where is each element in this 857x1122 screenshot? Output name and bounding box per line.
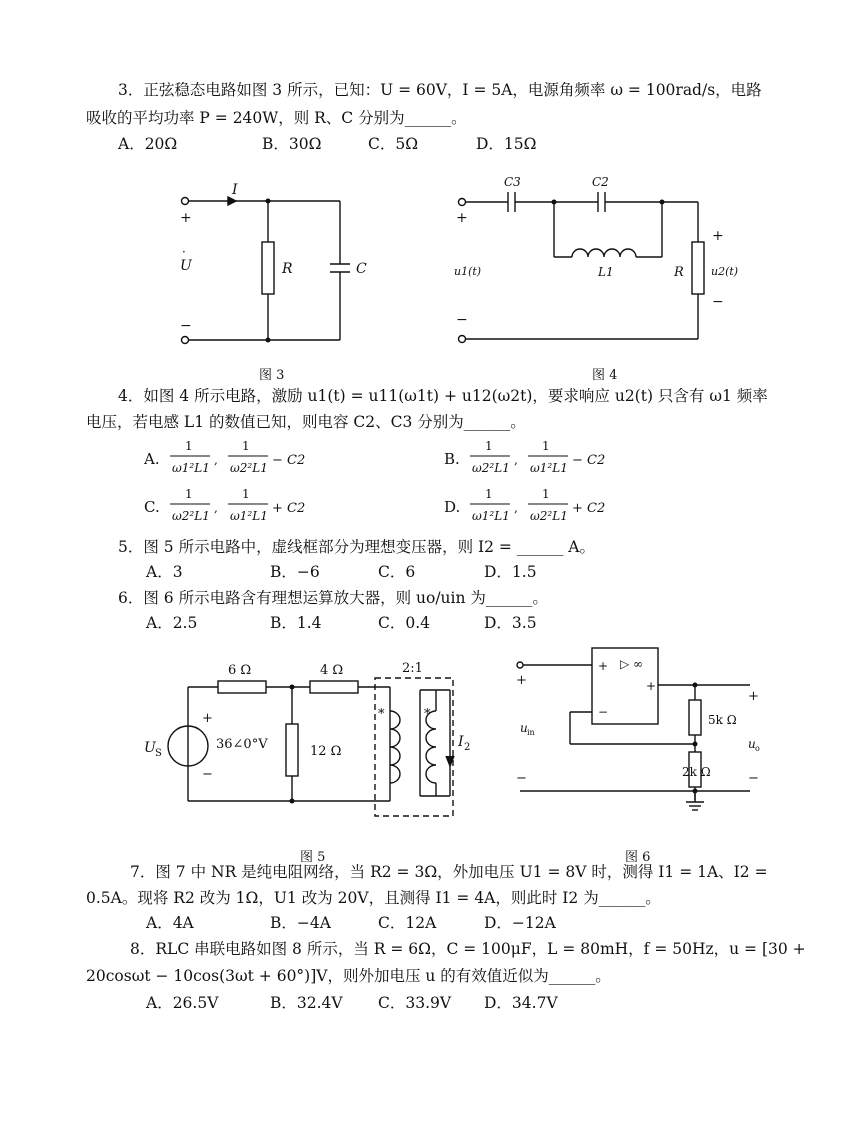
q4-options — [140, 436, 640, 536]
q4-a-tail: − C2 — [272, 453, 306, 468]
q4-c-den2: ω1²L1 — [230, 509, 268, 523]
q4-b-den1: ω2²L1 — [472, 461, 510, 475]
fig4-minus-left: − — [456, 312, 468, 328]
fig5-caption: 图 5 — [300, 850, 326, 865]
q7-line1: 7．图 7 中 NR 是纯电阻网络，当 R2 = 3Ω，外加电压 U1 = 8V 时，测得 I1 = 1A、I2 = — [130, 863, 768, 881]
fig3-plus-sign: + — [180, 210, 192, 226]
q4-c-num2: 1 — [242, 487, 250, 501]
q4-option-c-letter: C. — [144, 498, 160, 516]
fig6-uo-sub: o — [755, 744, 760, 753]
fig6-rf-label: 5k Ω — [708, 713, 737, 727]
fig4-u1-label: u1(t) — [454, 265, 482, 278]
fig3-caption: 图 3 — [259, 368, 285, 383]
svg-text:,: , — [214, 501, 218, 515]
fig6-opamp-plus: + — [598, 659, 609, 673]
svg-text:,: , — [514, 453, 518, 467]
q6-option-b: B．1.4 — [270, 614, 322, 632]
fig5-r1-label: 6 Ω — [228, 663, 252, 678]
q5-option-a: A．3 — [146, 563, 183, 581]
fig6-minus-right: − — [748, 771, 759, 786]
q7-option-c: C．12A — [378, 914, 437, 932]
fig4-c2-label: C2 — [592, 175, 609, 189]
fig5-star-2: * — [424, 707, 431, 722]
q4-line1: 4．如图 4 所示电路，激励 u1(t) = u11(ω1t) + u12(ω2t)，要求响应 u2(t) 只含有 ω1 频率 — [118, 387, 768, 405]
q4-b-num1: 1 — [485, 439, 493, 453]
q6-option-c: C．0.4 — [378, 614, 431, 632]
q4-a-num2: 1 — [242, 439, 250, 453]
q5-option-c: C．6 — [378, 563, 416, 581]
q5-line1: 5．图 5 所示电路中，虚线框部分为理想变压器，则 I2 = ______ A。 — [118, 538, 595, 556]
q3-option-c: C．5Ω — [368, 135, 419, 153]
fig3-minus-sign: − — [180, 318, 192, 334]
svg-text:,: , — [514, 501, 518, 515]
fig4-r-label: R — [674, 265, 684, 280]
svg-text:,: , — [214, 453, 218, 467]
fig3-source-label: U — [180, 258, 192, 274]
fig4-c3-label: C3 — [504, 175, 521, 189]
fig5-i2-label: I — [458, 734, 464, 750]
fig3-dot: · — [182, 245, 186, 259]
fig5-ratio-label: 2:1 — [402, 661, 423, 676]
fig5-us-sub: S — [155, 748, 162, 759]
q3-line1: 3．正弦稳态电路如图 3 所示，已知：U = 60V，I = 5A，电源角频率 ω = 100rad/s，电路 — [118, 81, 762, 99]
q8-option-b: B．32.4V — [270, 994, 343, 1012]
fig4-l1-label: L1 — [598, 265, 614, 279]
q4-a-den2: ω2²L1 — [230, 461, 268, 475]
fig5-us-label: U — [144, 740, 156, 756]
q6-option-d: D．3.5 — [484, 614, 537, 632]
fig3-current-label: I — [232, 182, 238, 198]
q6-option-a: A．2.5 — [146, 614, 198, 632]
q4-d-num2: 1 — [542, 487, 550, 501]
fig3-resistor-label: R — [282, 261, 293, 277]
q8-line1: 8．RLC 串联电路如图 8 所示，当 R = 6Ω，C = 100μF，L = 80mH，f = 50Hz，u = [30 + — [130, 940, 806, 958]
figure-6-circuit — [510, 640, 780, 820]
q4-c-den1: ω2²L1 — [172, 509, 210, 523]
q3-line2: 吸收的平均功率 P = 240W，则 R、C 分别为______。 — [86, 109, 467, 127]
q7-option-a: A．4A — [146, 914, 194, 932]
q4-a-num1: 1 — [185, 439, 193, 453]
figure-3-circuit — [170, 180, 370, 350]
fig6-opamp-minus: − — [598, 705, 609, 719]
fig4-u2-label: u2(t) — [711, 265, 739, 278]
fig3-capacitor-label: C — [356, 261, 367, 277]
fig6-caption: 图 6 — [625, 850, 651, 865]
q4-d-den2: ω2²L1 — [530, 509, 568, 523]
q4-b-num2: 1 — [542, 439, 550, 453]
fig5-minus-sign: − — [202, 767, 213, 782]
q8-line2: 20cosωt − 10cos(3ωt + 60°)]V，则外加电压 u 的有效值近似为______。 — [86, 967, 611, 985]
q3-option-a: A．20Ω — [118, 135, 178, 153]
q8-option-c: C．33.9V — [378, 994, 452, 1012]
fig6-plus-right: + — [748, 689, 759, 704]
q4-d-den1: ω1²L1 — [472, 509, 510, 523]
fig4-caption: 图 4 — [592, 368, 618, 383]
q4-d-num1: 1 — [485, 487, 493, 501]
figure-4-circuit — [450, 172, 750, 352]
fig6-minus-left: − — [516, 771, 527, 786]
fig5-source-label: 36∠0°V — [216, 737, 268, 752]
fig6-plus-left: + — [516, 673, 527, 688]
q5-option-b: B．−6 — [270, 563, 320, 581]
q7-line2: 0.5A。现将 R2 改为 1Ω，U1 改为 20V，且测得 I1 = 4A，则此时 I2 为______。 — [86, 889, 661, 907]
q4-a-den1: ω1²L1 — [172, 461, 210, 475]
fig6-rg-label: 2k Ω — [682, 765, 711, 779]
q8-option-a: A．26.5V — [146, 994, 219, 1012]
fig6-opamp-symbol: ▷ ∞ — [620, 657, 644, 671]
figure-5-circuit — [140, 656, 480, 826]
q8-option-d: D．34.7V — [484, 994, 558, 1012]
fig4-minus-right: − — [712, 294, 724, 310]
fig6-uo-label: u — [748, 737, 756, 751]
q4-c-tail: + C2 — [272, 501, 306, 516]
q6-line1: 6．图 6 所示电路含有理想运算放大器，则 uo/uin 为______。 — [118, 589, 548, 607]
q3-option-b: B．30Ω — [262, 135, 322, 153]
fig5-plus-sign: + — [202, 711, 213, 726]
q4-option-b-letter: B. — [444, 450, 460, 468]
fig5-star-1: * — [378, 707, 385, 722]
q4-option-a-letter: A. — [144, 450, 160, 468]
q5-option-d: D．1.5 — [484, 563, 537, 581]
q7-option-d: D．−12A — [484, 914, 556, 932]
q4-line2: 电压，若电感 L1 的数值已知，则电容 C2、C3 分别为______。 — [86, 413, 526, 431]
fig4-plus-left: + — [456, 210, 468, 226]
q4-option-d-letter: D. — [444, 498, 461, 516]
fig6-opamp-out-plus: + — [646, 679, 657, 693]
fig5-i2-sub: 2 — [464, 742, 471, 753]
fig5-r2-label: 4 Ω — [320, 663, 344, 678]
fig6-uin-sub: in — [527, 728, 535, 737]
q4-c-num1: 1 — [185, 487, 193, 501]
q3-option-d: D．15Ω — [476, 135, 537, 153]
q4-b-tail: − C2 — [572, 453, 606, 468]
fig6-uin-label: u — [520, 721, 528, 735]
q4-b-den2: ω1²L1 — [530, 461, 568, 475]
q7-option-b: B．−4A — [270, 914, 331, 932]
fig5-r3-label: 12 Ω — [310, 744, 342, 759]
q4-d-tail: + C2 — [572, 501, 606, 516]
fig4-plus-right: + — [712, 228, 724, 244]
